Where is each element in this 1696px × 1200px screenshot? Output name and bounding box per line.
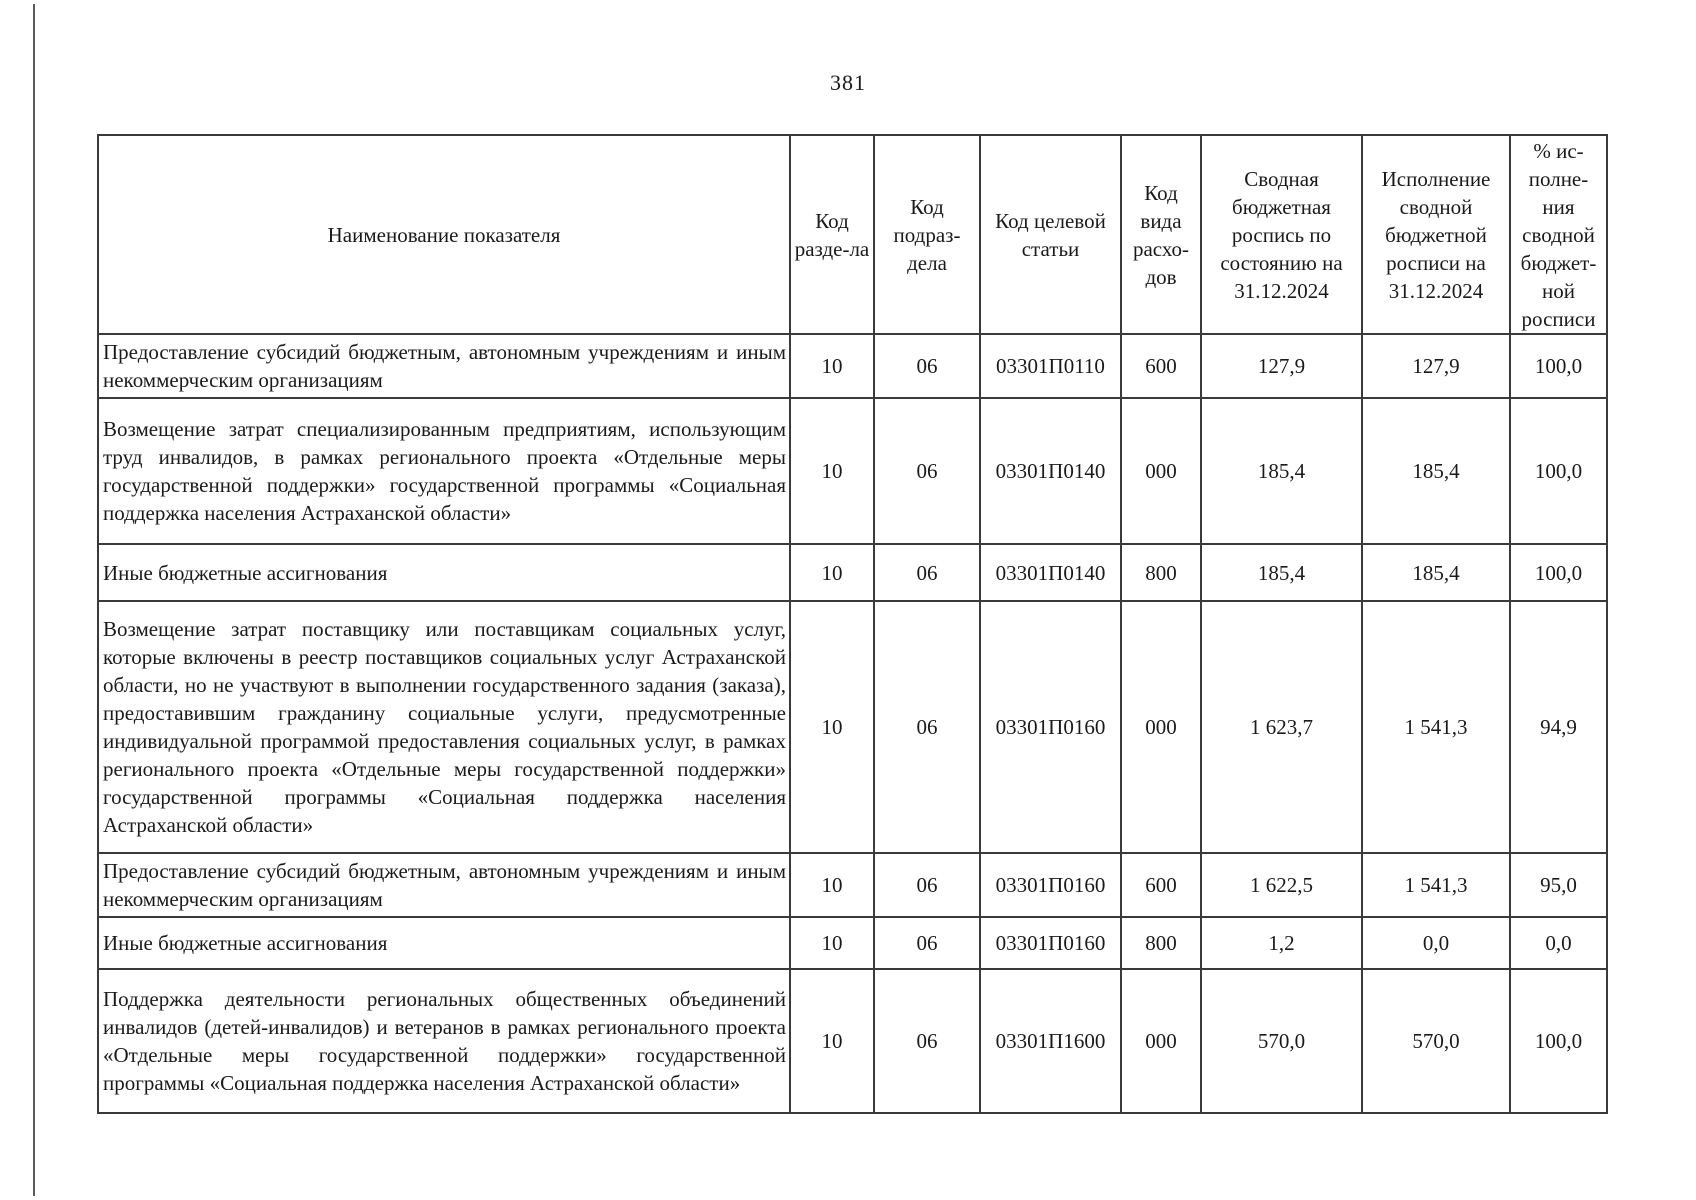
row-target: 03301П0140 bbox=[980, 544, 1121, 601]
row-expense: 800 bbox=[1121, 917, 1201, 969]
row-target: 03301П0110 bbox=[980, 334, 1121, 398]
row-execution: 0,0 bbox=[1362, 917, 1510, 969]
row-percent: 95,0 bbox=[1510, 853, 1607, 917]
row-section: 10 bbox=[790, 853, 874, 917]
row-name: Возмещение затрат поставщику или поставщикам социальных услуг, которые включены в реестр поставщиков социальных услуг Астраханской области, но не участвуют в выполнении государственного задания (заказа), предоставившим гражданину социальные услуги, предусмотренные индивидуальной программой предоставления социальных услуг, в рамках регионального проекта «Отдельные меры государственной поддержки» государственной программы «Социальная поддержка населения Астраханской области» bbox=[98, 601, 790, 853]
row-budget: 1,2 bbox=[1201, 917, 1362, 969]
row-budget: 1 622,5 bbox=[1201, 853, 1362, 917]
header-execution: Исполнение сводной бюджетной росписи на 31.12.2024 bbox=[1362, 135, 1510, 334]
row-target: 03301П0160 bbox=[980, 853, 1121, 917]
row-target: 03301П0160 bbox=[980, 917, 1121, 969]
row-expense: 600 bbox=[1121, 334, 1201, 398]
table-row bbox=[98, 969, 1607, 1113]
row-expense: 800 bbox=[1121, 544, 1201, 601]
table-row bbox=[98, 334, 1607, 398]
row-name: Предоставление субсидий бюджетным, автономным учреждениям и иным некоммерческим организациям bbox=[98, 853, 790, 917]
row-percent: 94,9 bbox=[1510, 601, 1607, 853]
row-expense: 000 bbox=[1121, 601, 1201, 853]
row-subsection: 06 bbox=[874, 334, 980, 398]
table-row bbox=[98, 853, 1607, 917]
row-percent: 100,0 bbox=[1510, 334, 1607, 398]
row-execution: 570,0 bbox=[1362, 969, 1510, 1113]
row-name: Предоставление субсидий бюджетным, автономным учреждениям и иным некоммерческим организациям bbox=[98, 334, 790, 398]
header-target-code: Код целевой статьи bbox=[980, 135, 1121, 334]
row-expense: 600 bbox=[1121, 853, 1201, 917]
page-number: 381 bbox=[830, 70, 866, 95]
row-execution: 1 541,3 bbox=[1362, 601, 1510, 853]
row-subsection: 06 bbox=[874, 398, 980, 544]
table-row bbox=[98, 917, 1607, 969]
row-name: Возмещение затрат специализированным предприятиям, использующим труд инвалидов, в рамках регионального проекта «Отдельные меры государственной поддержки» государственной программы «Социальная поддержка населения Астраханской области» bbox=[98, 398, 790, 544]
row-expense: 000 bbox=[1121, 969, 1201, 1113]
row-subsection: 06 bbox=[874, 917, 980, 969]
row-subsection: 06 bbox=[874, 601, 980, 853]
row-target: 03301П0140 bbox=[980, 398, 1121, 544]
row-section: 10 bbox=[790, 917, 874, 969]
budget-table bbox=[97, 134, 1608, 1114]
header-name: Наименование показателя bbox=[98, 135, 790, 334]
row-percent: 0,0 bbox=[1510, 917, 1607, 969]
row-name: Поддержка деятельности региональных общественных объединений инвалидов (детей-инвалидов) и ветеранов в рамках регионального проекта «Отдельные меры государственной поддержки» государственной программы «Социальная поддержка населения Астраханской области» bbox=[98, 969, 790, 1113]
row-budget: 185,4 bbox=[1201, 398, 1362, 544]
row-execution: 185,4 bbox=[1362, 398, 1510, 544]
row-budget: 1 623,7 bbox=[1201, 601, 1362, 853]
row-section: 10 bbox=[790, 969, 874, 1113]
row-target: 03301П0160 bbox=[980, 601, 1121, 853]
table-row bbox=[98, 398, 1607, 544]
header-percent: % ис-полне-ния сводной бюджет-ной росписи bbox=[1510, 135, 1607, 334]
row-percent: 100,0 bbox=[1510, 398, 1607, 544]
row-section: 10 bbox=[790, 544, 874, 601]
row-execution: 1 541,3 bbox=[1362, 853, 1510, 917]
row-section: 10 bbox=[790, 398, 874, 544]
table-row bbox=[98, 544, 1607, 601]
row-budget: 127,9 bbox=[1201, 334, 1362, 398]
row-target: 03301П1600 bbox=[980, 969, 1121, 1113]
row-name: Иные бюджетные ассигнования bbox=[98, 917, 790, 969]
binding-line bbox=[33, 4, 35, 1196]
header-subsection-code: Код подраз-дела bbox=[874, 135, 980, 334]
header-budget: Сводная бюджетная роспись по состоянию на 31.12.2024 bbox=[1201, 135, 1362, 334]
row-execution: 185,4 bbox=[1362, 544, 1510, 601]
row-percent: 100,0 bbox=[1510, 544, 1607, 601]
row-execution: 127,9 bbox=[1362, 334, 1510, 398]
row-expense: 000 bbox=[1121, 398, 1201, 544]
row-subsection: 06 bbox=[874, 544, 980, 601]
row-name: Иные бюджетные ассигнования bbox=[98, 544, 790, 601]
row-percent: 100,0 bbox=[1510, 969, 1607, 1113]
row-subsection: 06 bbox=[874, 853, 980, 917]
header-row bbox=[98, 135, 1607, 334]
row-budget: 570,0 bbox=[1201, 969, 1362, 1113]
header-section-code: Код разде-ла bbox=[790, 135, 874, 334]
header-expense-code: Код вида расхо-дов bbox=[1121, 135, 1201, 334]
row-section: 10 bbox=[790, 601, 874, 853]
row-subsection: 06 bbox=[874, 969, 980, 1113]
row-budget: 185,4 bbox=[1201, 544, 1362, 601]
table-row bbox=[98, 601, 1607, 853]
row-section: 10 bbox=[790, 334, 874, 398]
